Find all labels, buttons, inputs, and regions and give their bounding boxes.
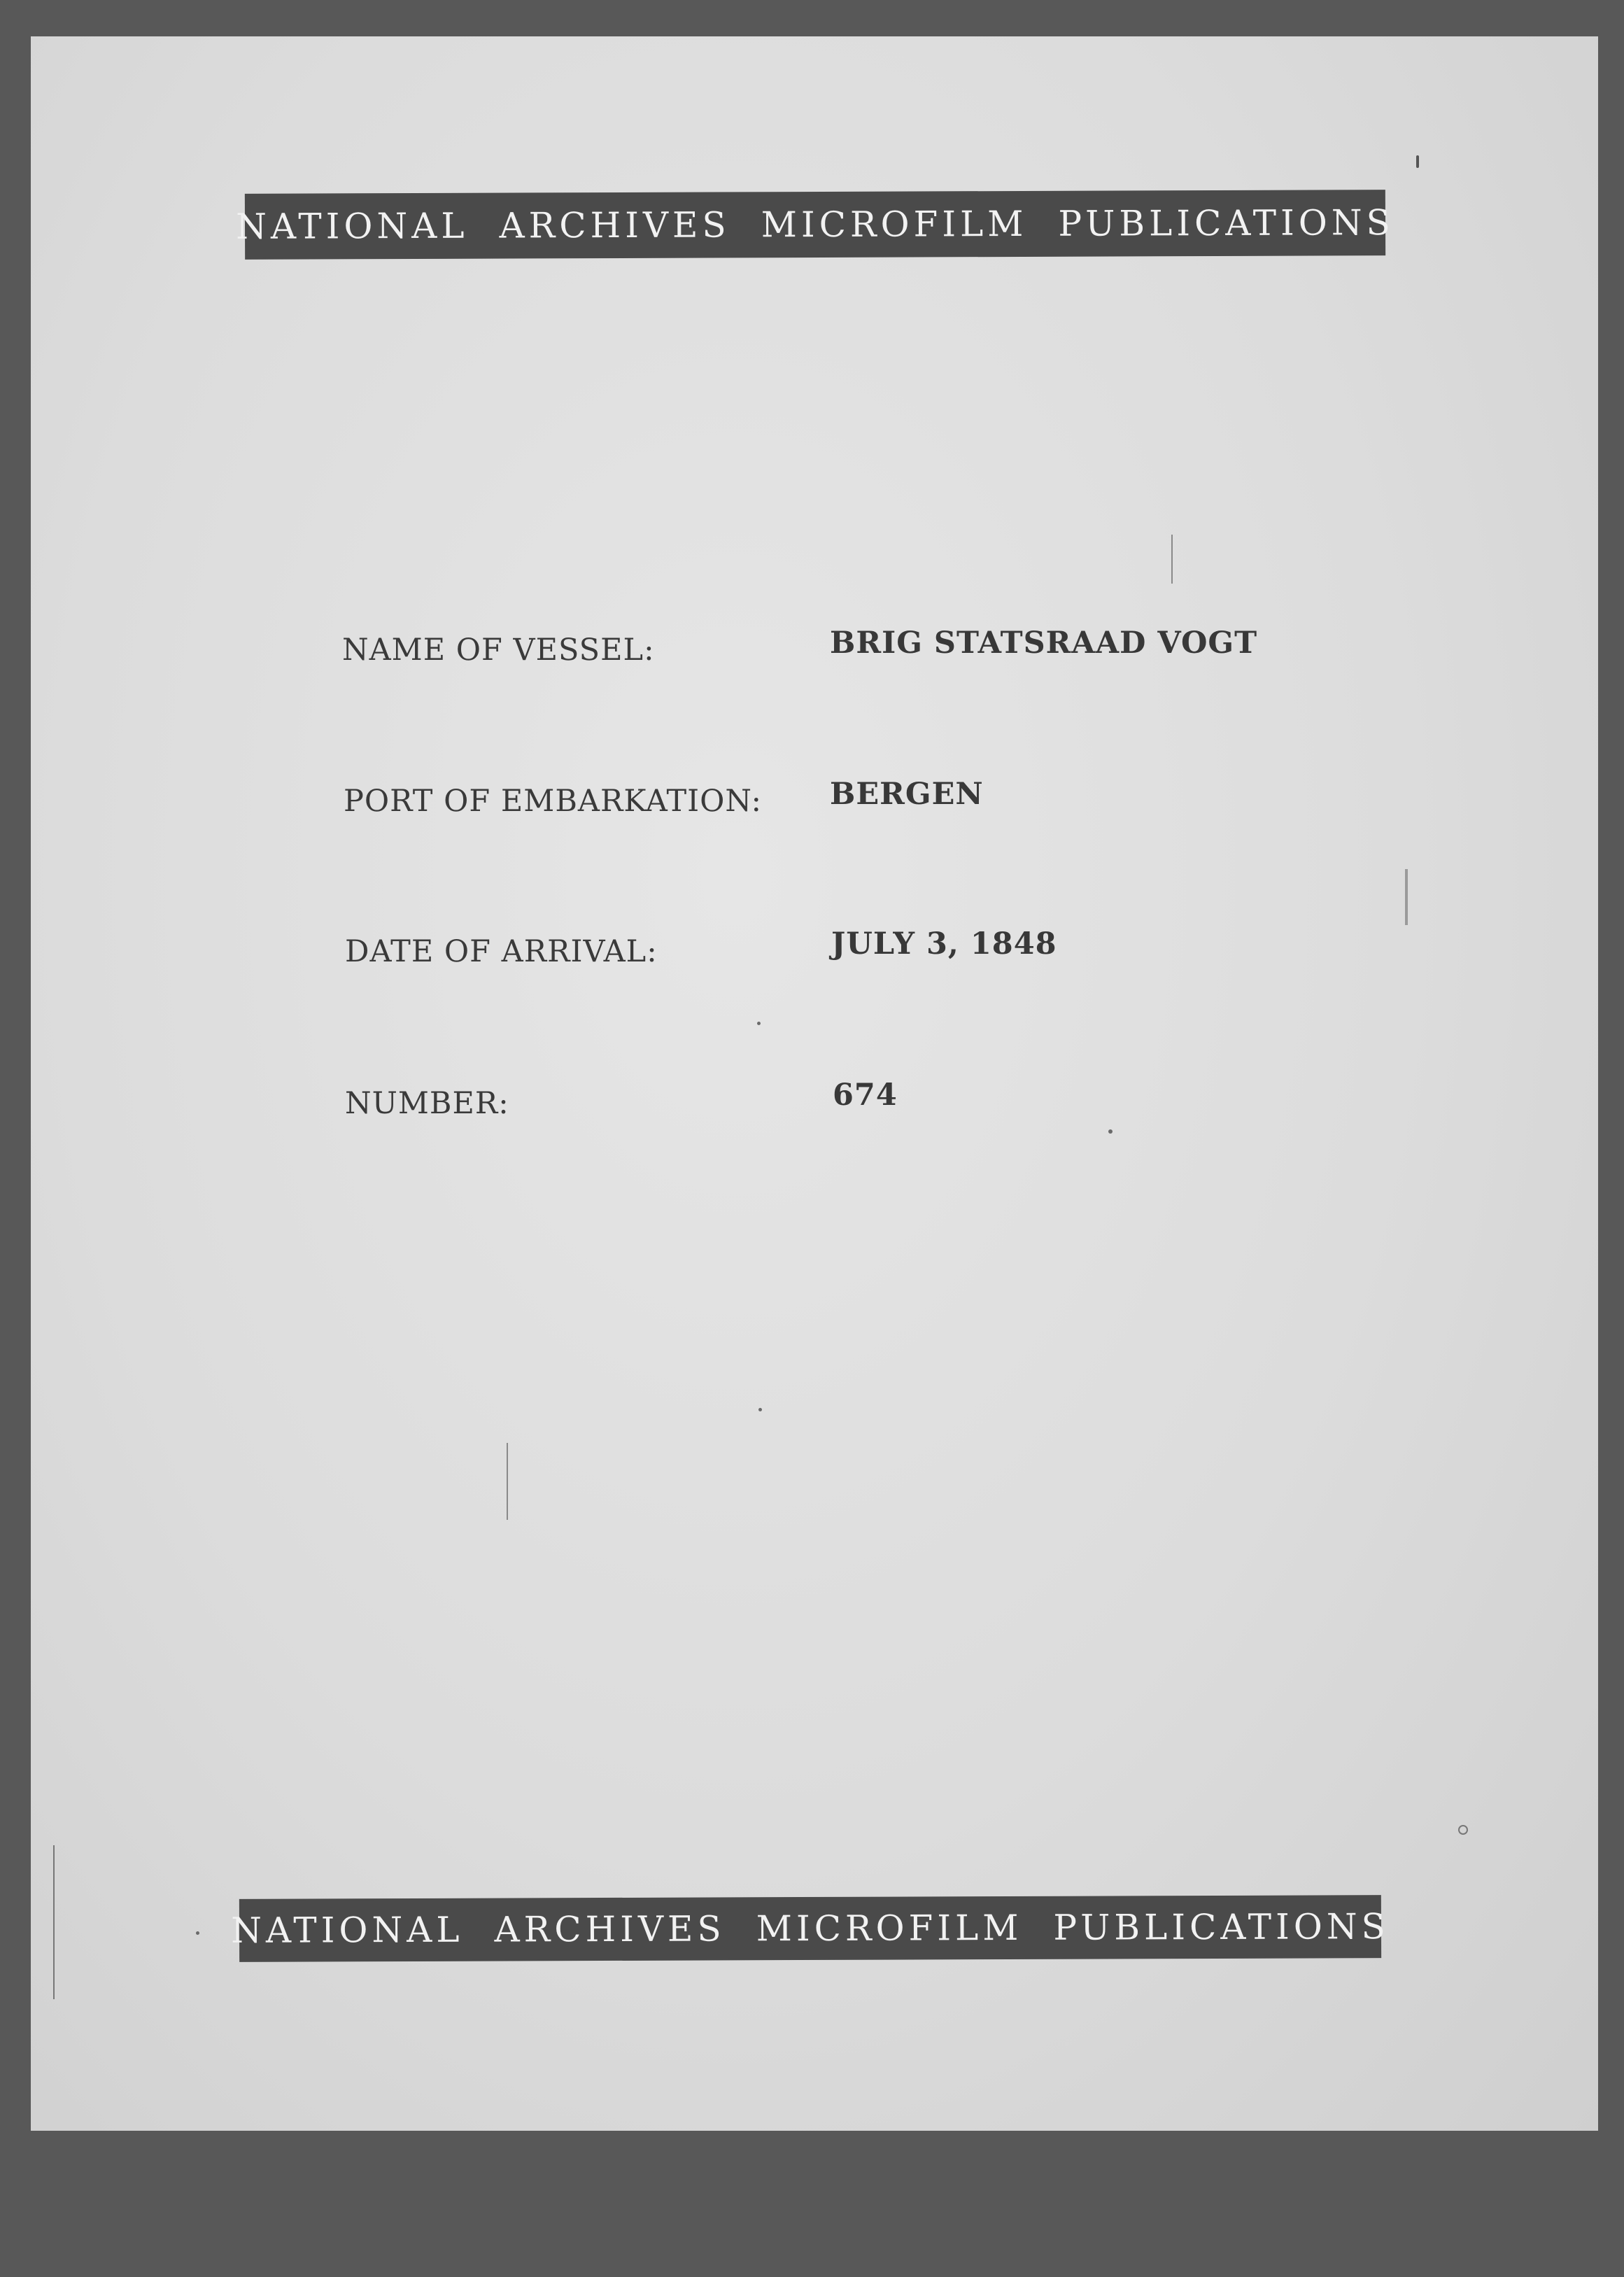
header-banner [236,190,1394,260]
film-speck [757,1022,761,1025]
port-of-embarkation-label: PORT OF EMBARKATION: [344,784,762,819]
document-sheet [31,36,1598,2131]
film-speck [758,1408,762,1411]
date-of-arrival-value: JULY 3, 1848 [831,926,1057,961]
film-scratch [53,1845,55,1999]
film-speck [1416,155,1419,168]
header-banner-word: NATIONAL [236,205,469,247]
footer-banner-word: MICROFILM [756,1907,1023,1950]
header-banner-word: ARCHIVES [499,204,730,246]
film-scratch [507,1443,508,1520]
number-label: NUMBER: [345,1086,509,1121]
vessel-name-label: NAME OF VESSEL: [342,633,655,668]
footer-banner-word: PUBLICATIONS [1053,1906,1390,1948]
footer-banner-word: ARCHIVES [494,1908,726,1950]
header-banner-word: MICROFILM [761,203,1028,246]
vessel-name-value: BRIG STATSRAAD VOGT [830,626,1258,661]
film-speck [196,1931,199,1935]
header-banner-word: PUBLICATIONS [1058,202,1394,244]
port-of-embarkation-value: BERGEN [830,777,984,812]
film-scratch [1405,869,1408,925]
film-speck [1458,1825,1468,1835]
number-value: 674 [833,1078,898,1113]
footer-banner-word: NATIONAL [231,1909,464,1951]
footer-banner [231,1895,1390,1962]
film-scratch [1171,535,1173,584]
date-of-arrival-label: DATE OF ARRIVAL: [345,934,658,969]
film-speck [1108,1129,1113,1134]
